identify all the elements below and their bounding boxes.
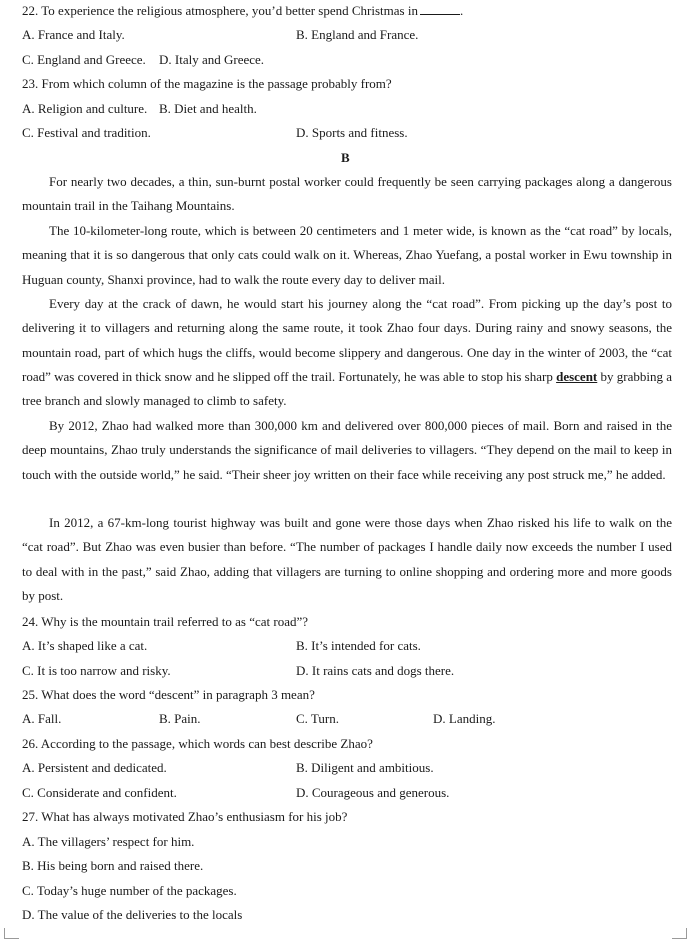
passage-paragraph-2: The 10-kilometer-long route, which is between 20 centimeters and 1 meter wide, is known as the “cat road” by locals, meaning that it is so dangerous that only cats could walk on it. Whereas, Zhao Yuefang, a postal worker in Ewu township in Huguan county, Shanxi province, had to walk the route every day to deliver mail. <box>22 223 672 287</box>
q23-option-c: C. Festival and tradition. <box>22 125 151 140</box>
q27-stem: 27. What has always motivated Zhao’s enthusiasm for his job? <box>22 809 348 824</box>
underlined-word: descent <box>556 368 598 384</box>
q25-option-a: A. Fall. <box>22 711 62 726</box>
q27-option-c: C. Today’s huge number of the packages. <box>22 883 237 898</box>
q25-stem: 25. What does the word “descent” in paragraph 3 mean? <box>22 687 315 702</box>
q22-stem-end: . <box>459 3 464 18</box>
answer-blank <box>420 3 460 15</box>
q23-option-d: D. Sports and fitness. <box>296 125 408 140</box>
q24-option-d: D. It rains cats and dogs there. <box>296 663 455 678</box>
passage-paragraph-3-text: Every day at the crack of dawn, he would start his journey along the “cat road”. From picking up the day’s post to delivering it to villagers and returning along the same route, it took Zhao four days. During rainy and snowy seasons, the mountain road, part of which hugs the cliffs, would become slippery and dangerous. One day in the winter of 2003, the “cat road” was covered in thick snow and he slipped off the trail. Fortunately, he was able to stop his sharp <box>22 296 672 384</box>
q23-stem: 23. From which column of the magazine is the passage probably from? <box>22 76 392 91</box>
passage-paragraph-5: In 2012, a 67-km-long tourist highway was built and gone were those days when Zhao risked his life to walk on the “cat road”. But Zhao was even busier than before. “The number of packages I handle daily now exceeds the number I used to deal with in the past,” said Zhao, adding that villagers are turning to online shopping and ordering more and more goods by post. <box>22 515 672 603</box>
q23-option-a: A. Religion and culture. <box>22 101 148 116</box>
page-corner-mark-left <box>4 928 19 939</box>
q24-option-a: A. It’s shaped like a cat. <box>22 638 148 653</box>
passage-paragraph-4: By 2012, Zhao had walked more than 300,000 km and delivered over 800,000 pieces of mail. Born and raised in the deep mountains, Zhao truly understands the significance of mail deliveries to villagers. “They depend on the mail to keep in touch with the outside world,” he said. “Their sheer joy written on their face while receiving any post struck me,” he added. <box>22 418 672 482</box>
q26-option-d: D. Courageous and generous. <box>296 785 450 800</box>
q26-option-a: A. Persistent and dedicated. <box>22 760 167 775</box>
q25-option-c: C. Turn. <box>296 711 339 726</box>
q24-option-b: B. It’s intended for cats. <box>296 638 421 653</box>
q27-option-d: D. The value of the deliveries to the locals <box>22 907 243 922</box>
q27-option-b: B. His being born and raised there. <box>22 858 204 873</box>
q25-option-b: B. Pain. <box>159 711 201 726</box>
q27-option-a: A. The villagers’ respect for him. <box>22 834 195 849</box>
passage-paragraph-1: For nearly two decades, a thin, sun-burnt postal worker could frequently be seen carrying packages along a dangerous mountain trail in the Taihang Mountains. <box>22 174 672 214</box>
passage-paragraph-3 <box>22 292 672 413</box>
q26-option-c: C. Considerate and confident. <box>22 785 177 800</box>
q26-option-b: B. Diligent and ambitious. <box>296 760 434 775</box>
q22-option-a: A. France and Italy. <box>22 27 125 42</box>
q22-stem-text: 22. To experience the religious atmosphere, you’d better spend Christmas in <box>22 3 418 18</box>
q22-option-c: C. England and Greece. <box>22 52 146 67</box>
q22-stem <box>22 3 463 19</box>
q22-option-d: D. Italy and Greece. <box>159 52 265 67</box>
q22-option-b: B. England and France. <box>296 27 419 42</box>
page-corner-mark-right <box>672 928 687 939</box>
section-heading: B <box>341 150 350 165</box>
q26-stem: 26. According to the passage, which words can best describe Zhao? <box>22 736 373 751</box>
q23-option-b: B. Diet and health. <box>159 101 257 116</box>
passage-paragraph-3-end: by grabbing a tree branch and slowly managed to climb to safety. <box>22 368 673 409</box>
q24-stem: 24. Why is the mountain trail referred to as “cat road”? <box>22 614 309 629</box>
q25-option-d: D. Landing. <box>433 711 496 726</box>
q24-option-c: C. It is too narrow and risky. <box>22 663 171 678</box>
